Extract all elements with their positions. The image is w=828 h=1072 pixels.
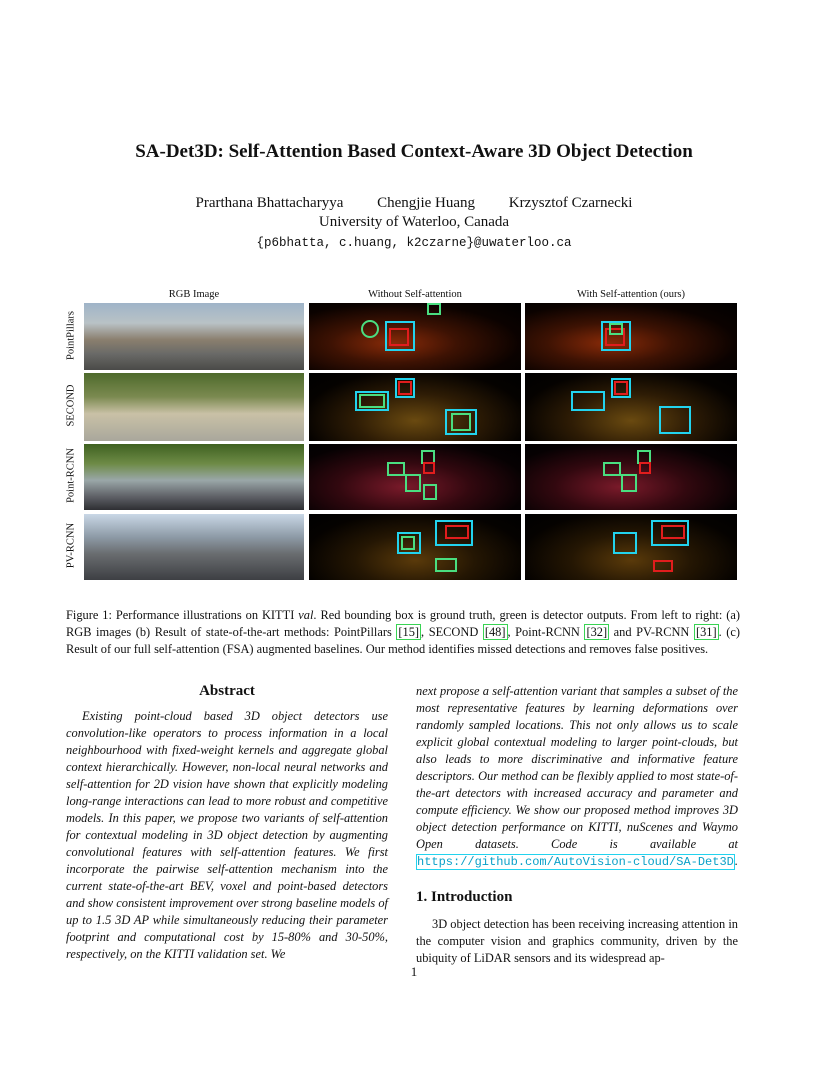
abstract-right-column: next propose a self-attention variant that samples a subset of the most representative features by learning deformations over randomly sampled locations. This not only allows us to scale explicit global contextual modeling to larger point-clouds, but also leads to more discriminative and informative feature descriptors. Our method can be flexibly applied to most state-of-the-art detectors with increased accuracy and parameter and compute efficiency. We show our proposed method improves 3D object detection performance on KITTI, nuScenes and Waymo Open datasets. Code is available at https://github.com/AutoVision-cloud/SA-Det3D. [416,684,738,869]
author-emails: {p6bhatta, c.huang, k2czarne}@uwaterloo.ca [256,236,572,250]
row-label-pointpillars: PointPillars [65,311,77,361]
rgb-image-pvrcnn [84,514,304,580]
lidar-ours-pointrcnn [525,444,737,510]
citation-32[interactable]: [32] [586,625,608,639]
abstract-heading: Abstract [199,683,255,699]
figure-caption: Figure 1: Performance illustrations on KITTI val. Red bounding box is ground truth, green is detector outputs. From left to right: (a) RGB images (b) Result of state-of-the-art methods: PointPillars [15] , SECOND [48] , Point-RCNN [32] and PV-RCNN [31] . (c) Result of our full self-attention (FSA) augmented baselines. Our method identifies missed detections and removes false positives. [66,608,741,656]
author-1: Prarthana Bhattacharyya [195,195,344,211]
lidar-ours-pvrcnn [525,514,737,580]
row-label-second: SECOND [65,384,77,427]
author-3: Krzysztof Czarnecki [508,195,633,211]
page-number: 1 [410,964,418,979]
row-label-pointrcnn: Point-RCNN [65,448,77,503]
paper-title: SA-Det3D: Self-Attention Based Context-Aware 3D Object Detection [135,141,693,162]
lidar-ours-second [525,373,737,441]
code-link[interactable]: https://github.com/AutoVision-cloud/SA-Det3D [417,855,734,869]
introduction-text: 3D object detection has been receiving increasing attention in the computer vision and graphics community, driven by the ubiquity of LiDAR sensors and its widespread ap- [416,917,738,965]
author-list [0,195,828,212]
citation-31[interactable]: [31] [695,625,717,639]
rgb-image-pointpillars [84,303,304,370]
abstract-left-column: Existing point-cloud based 3D object detectors use convolution-like operators to process information in a local neighbourhood with fixed-weight kernels and aggregate global context hierarchically. However, non-local neural networks and self-attention for 2D vision have shown that explicitly modeling long-range interactions can lead to more robust and competitive models. In this paper, we propose two variants of self-attention for contextual modeling in 3D object detection by augmenting convolutional features with self-attention features. We first incorporate the pairwise self-attention mechanism into the current state-of-the-art BEV, voxel and point-based detectors and show consistent improvement over strong baseline models of up to 1.5 3D AP while simultaneously reducing their parameter footprint and computational cost by 15-80% and 30-50%, respectively, on the KITTI validation set. We [66,709,388,961]
col-header-without: Without Self-attention [368,289,462,300]
row-label-pvrcnn: PV-RCNN [65,522,77,569]
rgb-image-pointrcnn [84,444,304,510]
author-2: Chengjie Huang [377,195,476,211]
citation-15[interactable]: [15] [398,625,420,639]
lidar-baseline-pointrcnn [309,444,521,510]
citation-48[interactable]: [48] [484,625,506,639]
col-header-with: With Self-attention (ours) [576,289,686,300]
lidar-baseline-second [309,373,521,441]
affiliation: University of Waterloo, Canada [318,214,510,230]
lidar-baseline-pointpillars [309,303,521,370]
col-header-rgb: RGB Image [168,289,220,300]
lidar-baseline-pvrcnn [309,514,521,580]
section-heading-introduction: 1. Introduction [416,889,513,905]
lidar-ours-pointpillars [525,303,737,370]
rgb-image-second [84,373,304,441]
